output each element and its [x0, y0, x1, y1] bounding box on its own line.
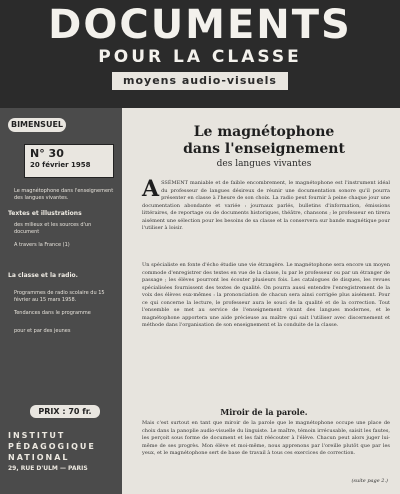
toc-intro: Le magnétophone dans l'enseignement des langues vivantes.: [14, 188, 114, 201]
masthead-band: moyens audio-visuels: [112, 72, 288, 90]
section-heading: Miroir de la parole.: [220, 407, 308, 417]
publisher-name: INSTITUT PÉDAGOGIQUE NATIONAL: [8, 431, 96, 462]
article-title-line: Le magnétophone: [193, 124, 335, 140]
article-subtitle: des langues vivantes: [216, 159, 312, 169]
article-title-line: dans l'enseignement: [183, 141, 345, 157]
price-badge: PRIX : 70 fr.: [30, 405, 100, 418]
toc-item: Tendances dans le programme: [14, 310, 91, 316]
masthead: [0, 0, 400, 108]
issue-box: [24, 144, 114, 178]
continued-note: (suite page 2.): [351, 478, 388, 484]
masthead-subtitle: POUR LA CLASSE: [98, 47, 302, 67]
article-title: [140, 124, 388, 158]
toc-item: Programmes de radio scolaire du 15 février au 15 mars 1958.: [14, 290, 105, 303]
masthead-title: DOCUMENTS: [48, 2, 352, 48]
drop-cap: A: [142, 176, 160, 202]
publisher: [8, 430, 120, 474]
toc-item: pour et par des jeunes: [14, 328, 71, 334]
issue-number: N° 30: [30, 147, 64, 160]
article-paragraph: Un spécialiste en fonte d'écho étudie une vie étrangère. Le magnétophone sera encore un moyen commode d'enregistrer des textes en vue de la classe, lu par le professeur ou par un étranger de passage ; les élèves pourront les écouter plusieurs fois. Les catalogues de disques, les revues spécialisées fournissent des textes de qualité. On pourra aussi entendre l'enregistrement de la voix des élèves eux-mêmes : la prononciation de chacun sera ainsi corrigée plus aisément. Pour ce qui concerne la lecture, le professeur aura le souci de la qualité et de la correction. Tout l'ensemble se met au service de l'enseignement vivant des langues modernes, et le magnétophone apportera une aide précieuse au maître qui sait l'utiliser avec discernement et méthode dans l'organisation de son enseignement et la conduite de la classe.: [142, 262, 390, 328]
sidebar: [0, 108, 122, 494]
toc-item: des milieux et les sources d'un document: [14, 222, 92, 235]
periodicity-badge: BIMENSUEL: [8, 118, 66, 132]
issue-date: 20 février 1958: [30, 161, 91, 169]
toc-item: A travers la France (1): [14, 242, 70, 248]
publisher-address: 29, RUE D'ULM — PARIS: [8, 465, 88, 472]
toc-heading-texts: Textes et illustrations: [8, 210, 82, 217]
article-paragraph: Mais c'est surtout en tant que miroir de la parole que le magnétophone occupe une place de choix dans la panoplie audio-visuelle du linguiste. Le maître, témoin irrécusable, saisit les fautes, les perçoit sous forme de document et les fait réécouter à l'élève. Chacun peut alors juger lui-même de ses progrès. Mon élève et moi-même, nous apprenons par l'oreille plutôt que par les yeux, et le magnétophone sert de base de travail à tous ces exercices de correction.: [142, 420, 390, 456]
paragraph-text: SSÉMENT maniable et de faible encombrement, le magnétophone est l'instrument idéal du professeur de langues désireux de réunir une documentation sonore qu'il pourra présenter en classe à l'heure de son choix. La radio peut fournir à peine chaque jour une documentation abondante et variée : journaux parlés, bulletins d'information, émissions littéraires, de reportage ou de documents historiques, théâtre, chansons ; le professeur en tirera aisément une sélection pour les besoins de sa classe et la conservera sur bande magnétique pour l'utiliser à loisir.: [142, 180, 390, 231]
toc-heading-radio: La classe et la radio.: [8, 272, 78, 279]
article-paragraph: [142, 176, 390, 233]
